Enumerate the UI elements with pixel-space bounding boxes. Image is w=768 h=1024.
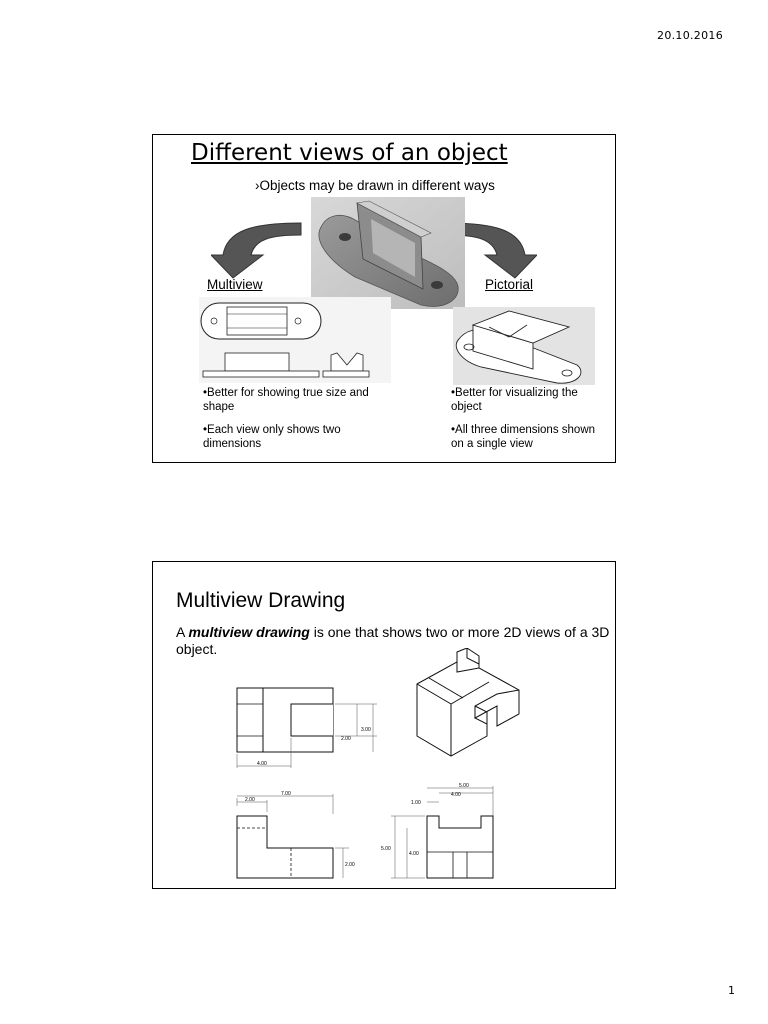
top-view-drawing [233, 682, 383, 774]
side-view-drawing [381, 780, 511, 884]
slide1-bullet: ›Objects may be drawn in different ways [255, 178, 495, 193]
dim-side-inner: 4.00 [451, 792, 461, 798]
multiview-sketch [199, 297, 391, 383]
dim-side-offset: 1.00 [411, 800, 421, 806]
body-suffix: is one that shows two or more 2D views of a 3D object. [176, 624, 610, 657]
multiview-point-2: •Each view only shows two dimensions [203, 424, 341, 450]
dim-top-width: 4.00 [257, 761, 267, 767]
slide2-title: Multiview Drawing [176, 589, 346, 612]
front-view-drawing [231, 788, 371, 884]
pictorial-sketch [381, 307, 595, 385]
header-date: 20.10.2016 [657, 29, 723, 42]
arrow-left-icon [211, 221, 303, 279]
object-photo [311, 197, 465, 309]
dim-side-inner-height: 4.00 [409, 851, 419, 857]
slide2-body [176, 624, 616, 658]
body-emphasis: multiview drawing [188, 624, 310, 640]
dim-front-width: 7.00 [281, 791, 291, 797]
isometric-drawing [409, 648, 539, 758]
body-prefix: A [176, 624, 189, 640]
dim-side-width: 5.00 [459, 783, 469, 789]
dim-top-slot: 2.00 [341, 736, 351, 742]
pictorial-label: Pictorial [485, 277, 534, 292]
dim-side-height: 5.00 [381, 846, 391, 852]
pictorial-point-2: •All three dimensions shown on a single view [451, 424, 596, 450]
dim-front-step: 2.00 [245, 797, 255, 803]
dim-front-height: 2.00 [345, 862, 355, 868]
page-number: 1 [728, 984, 735, 997]
pictorial-point-1: •Better for visualizing the object [451, 387, 578, 413]
slide-multiview-drawing [152, 561, 616, 889]
multiview-point-1: •Better for showing true size and shape [203, 387, 369, 413]
slide1-title: Different views of an object [191, 140, 508, 166]
slide-different-views [152, 134, 616, 463]
multiview-label: Multiview [207, 277, 263, 292]
dim-top-height: 3.00 [361, 727, 371, 733]
